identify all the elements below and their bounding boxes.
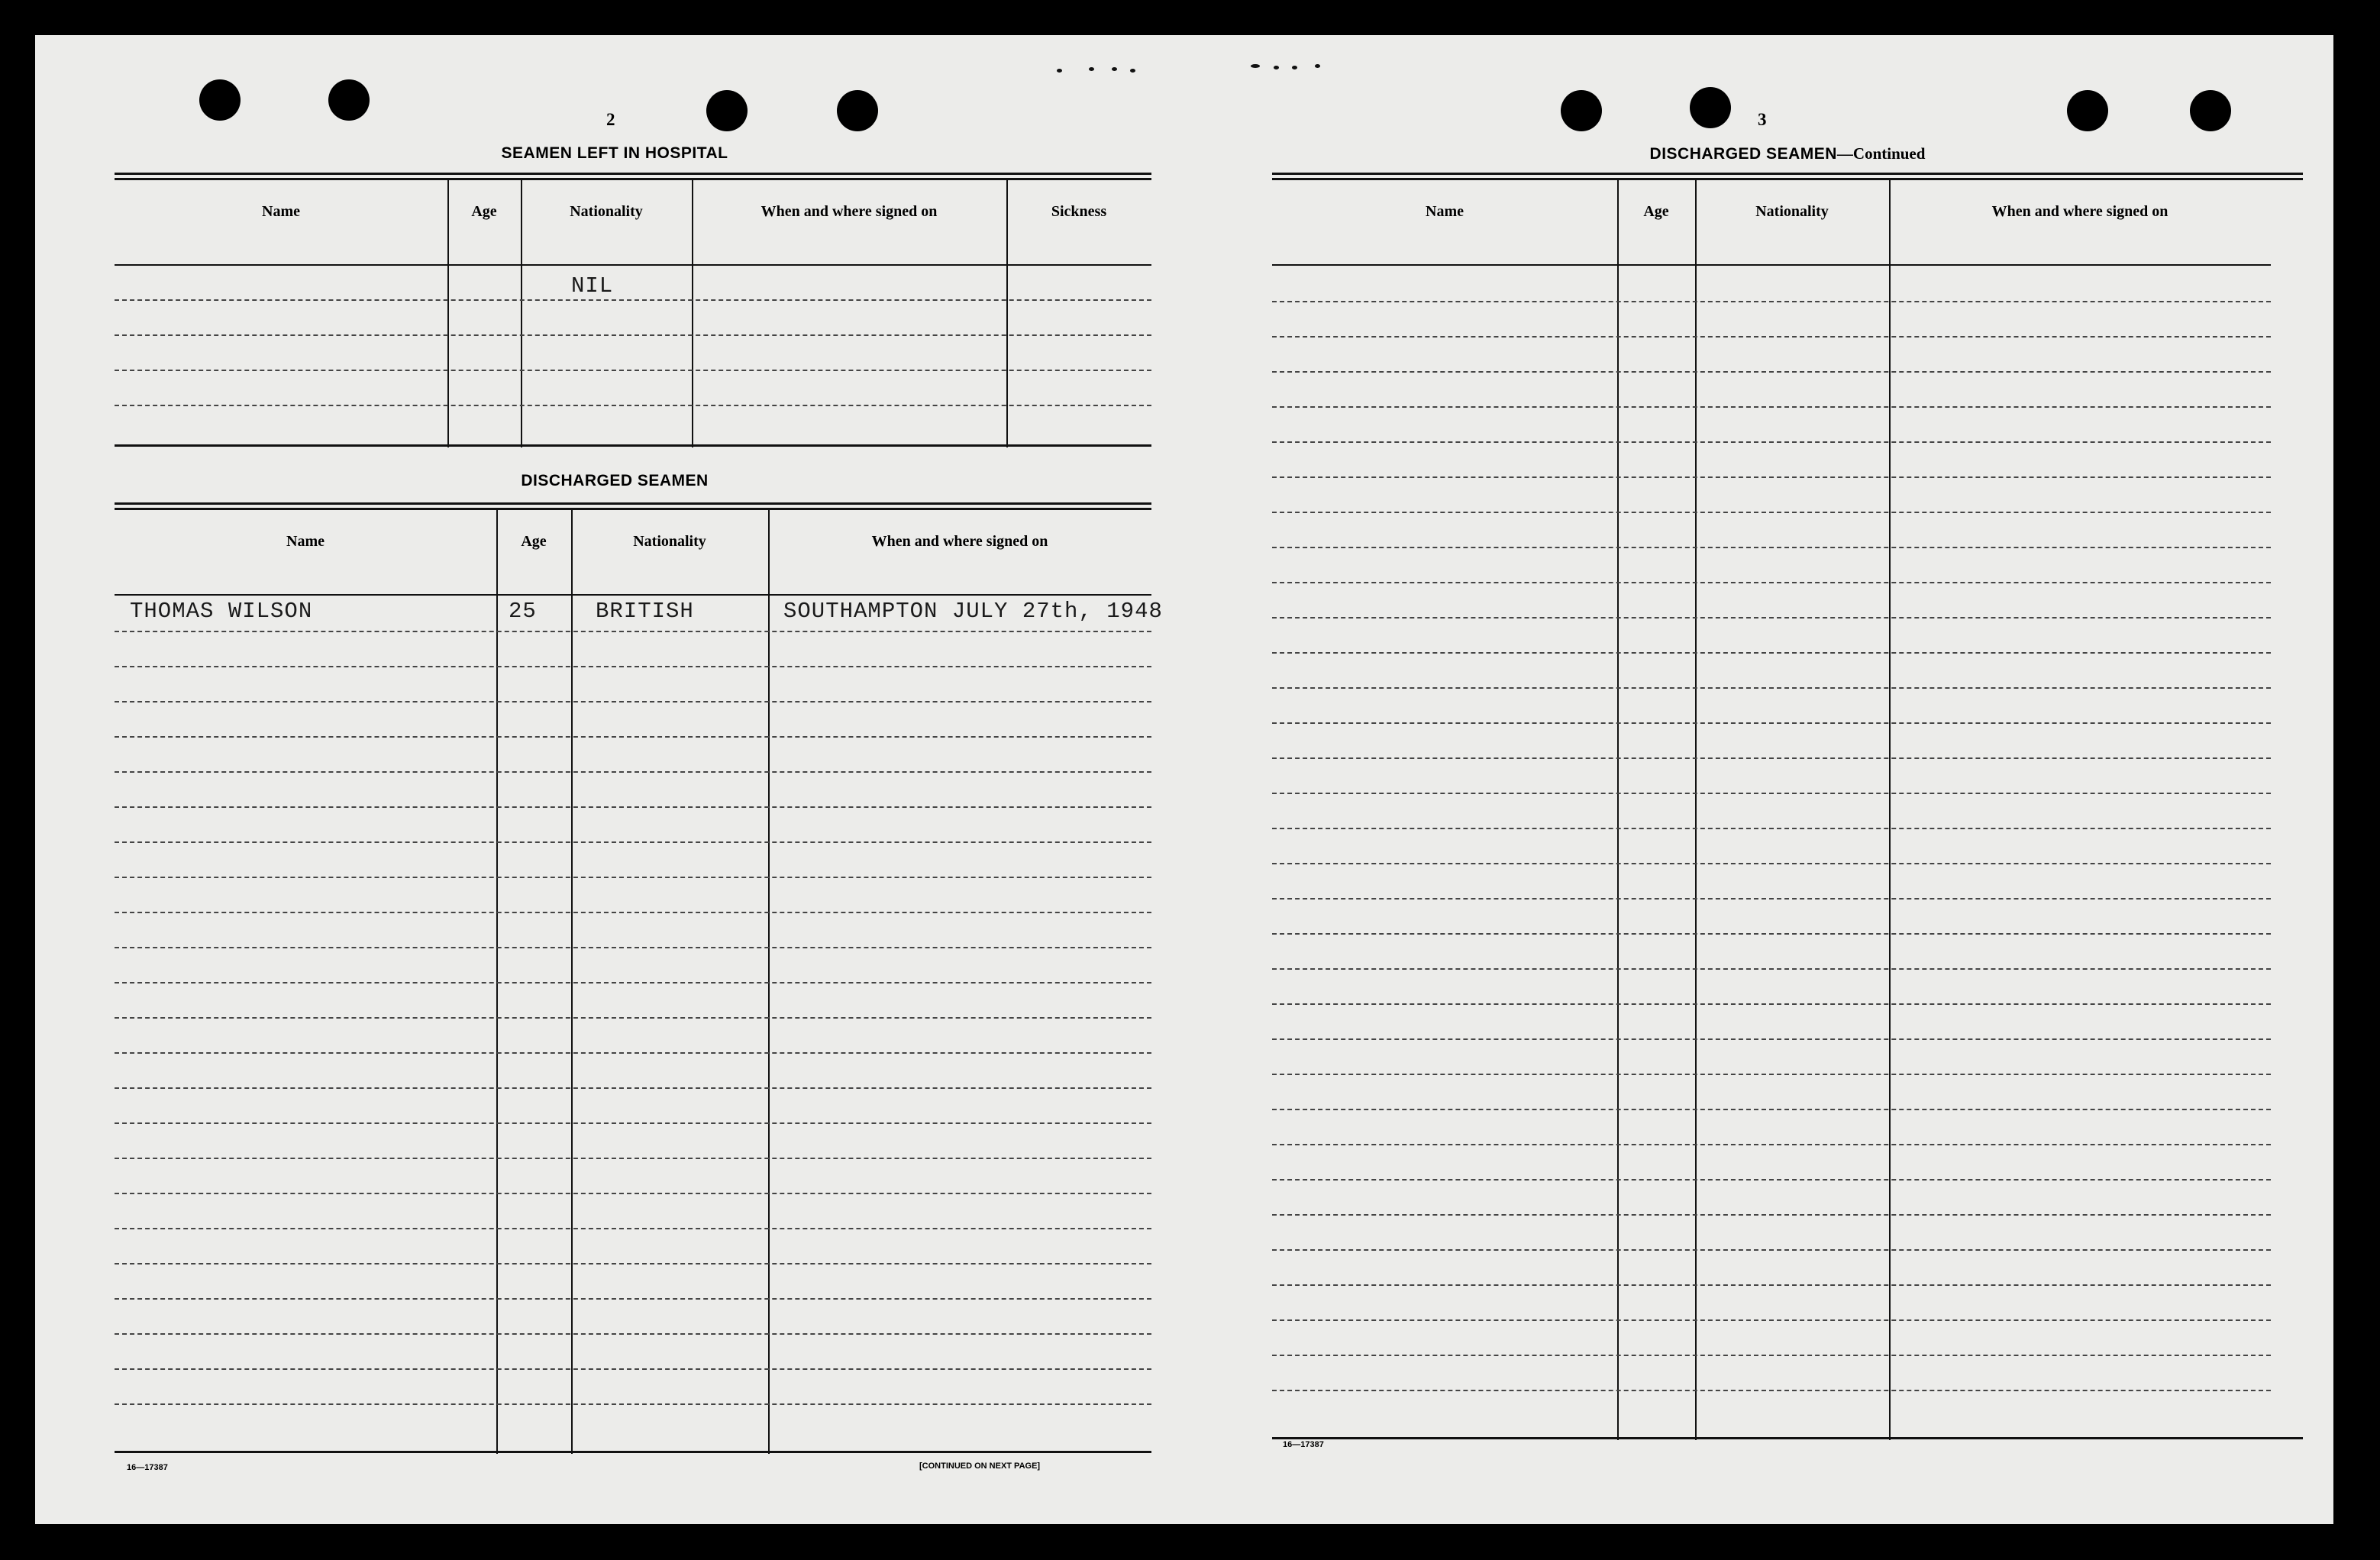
form-number: 16—17387 [127,1463,168,1472]
row-line [1272,1319,2271,1321]
hospital-section-title: SEAMEN LEFT IN HOSPITAL [501,144,728,162]
column-header-age: Age [1643,203,1669,220]
table-top-rule [1272,173,2303,175]
page-number: 3 [1758,110,1767,129]
column-header-nationality: Nationality [633,533,706,550]
row-line [1272,1249,2271,1251]
row-line [1272,793,2271,794]
row-line [1272,863,2271,864]
speck-mark [1292,66,1297,69]
row-line [115,299,1151,301]
column-header-name: Name [286,533,325,550]
table-top-rule [115,173,1151,175]
hospital-table [115,173,1151,490]
row-line [115,877,1151,878]
row-line [115,806,1151,808]
row-line [115,736,1151,738]
continued-note: [CONTINUED ON NEXT PAGE] [919,1461,1041,1471]
header-rule [115,594,1151,596]
row-line [1272,828,2271,829]
punch-hole [706,90,748,131]
row-line [1272,512,2271,513]
table-top-rule [1272,178,2303,180]
row-line [115,1298,1151,1300]
discharged-entry-signed-on: SOUTHAMPTON JULY 27th, 1948 [783,599,1163,624]
table-bottom-rule [115,444,1151,447]
column-header-name: Name [1426,203,1464,220]
table-bottom-rule [1272,1437,2303,1439]
row-line [1272,1038,2271,1040]
row-line [1272,652,2271,654]
row-line [115,1087,1151,1089]
row-line [115,1052,1151,1054]
row-line [1272,1074,2271,1075]
table-top-rule [115,178,1151,180]
row-line [1272,1355,2271,1356]
form-number: 16—17387 [1283,1440,1324,1449]
row-line [115,1368,1151,1370]
speck-mark [1251,64,1260,68]
table-bottom-rule [115,1451,1151,1453]
page-number: 2 [606,110,615,129]
row-line [1272,757,2271,759]
row-line [1272,336,2271,338]
row-line [115,701,1151,702]
row-line [115,631,1151,632]
column-header-age: Age [471,203,497,220]
header-rule [1272,264,2271,266]
row-line [115,771,1151,773]
punch-hole [837,90,878,131]
row-line [115,666,1151,667]
row-line [115,912,1151,913]
row-line [1272,687,2271,689]
row-line [115,947,1151,948]
form-paper [35,35,2333,1524]
punch-hole [328,79,370,121]
row-line [1272,582,2271,583]
punch-hole [1690,87,1731,128]
row-line [115,334,1151,336]
punch-hole [1561,90,1602,131]
punch-hole [2067,90,2108,131]
column-divider [1889,180,1891,1440]
header-rule [115,264,1151,266]
row-line [115,1263,1151,1264]
column-header-age: Age [521,533,547,550]
row-line [1272,722,2271,724]
row-line [115,1193,1151,1194]
row-line [115,982,1151,983]
row-line [1272,1109,2271,1110]
row-line [115,1403,1151,1405]
row-line [1272,617,2271,619]
speck-mark [1089,67,1094,71]
column-header-nationality: Nationality [1755,203,1829,220]
punch-hole [199,79,241,121]
speck-mark [1112,67,1117,71]
hospital-entry-nationality: NIL [571,273,614,299]
row-line [1272,547,2271,548]
continued-section-title-suffix: —Continued [1836,144,1926,163]
discharged-entry-name: THOMAS WILSON [130,599,313,624]
column-header-sickness: Sickness [1051,203,1107,220]
speck-mark [1057,69,1062,73]
row-line [1272,441,2271,443]
table-top-rule [115,502,1151,505]
column-header-name: Name [262,203,300,220]
column-header-signed-on: When and where signed on [761,203,938,220]
row-line [1272,898,2271,900]
row-line [115,405,1151,406]
discharged-section-title: DISCHARGED SEAMEN [521,472,709,489]
row-line [115,1122,1151,1124]
row-line [1272,1144,2271,1145]
row-line [1272,1214,2271,1216]
row-line [1272,406,2271,408]
column-divider [1695,180,1697,1440]
row-line [115,1228,1151,1229]
row-line [115,370,1151,371]
row-line [115,1158,1151,1159]
continued-section-title-main: DISCHARGED SEAMEN [1649,145,1837,163]
speck-mark [1130,69,1135,73]
speck-mark [1274,66,1279,69]
row-line [115,841,1151,843]
discharged-entry-nationality: BRITISH [596,599,694,624]
speck-mark [1315,64,1320,68]
row-line [1272,1284,2271,1286]
row-line [115,1333,1151,1335]
row-line [1272,1003,2271,1005]
row-line [1272,933,2271,935]
row-line [1272,1390,2271,1391]
discharged-entry-age: 25 [509,599,537,624]
row-line [1272,476,2271,478]
column-header-signed-on: When and where signed on [871,533,1048,550]
table-top-rule [115,508,1151,510]
continued-discharged-table [1272,173,2303,1471]
continued-section-title [1272,144,2303,163]
punch-hole [2190,90,2231,131]
row-line [1272,968,2271,970]
row-line [115,1017,1151,1019]
column-header-nationality: Nationality [570,203,643,220]
column-header-signed-on: When and where signed on [1991,203,2168,220]
column-divider [1617,180,1619,1440]
row-line [1272,301,2271,302]
row-line [1272,1179,2271,1180]
discharged-table [115,502,1163,1487]
row-line [1272,371,2271,373]
